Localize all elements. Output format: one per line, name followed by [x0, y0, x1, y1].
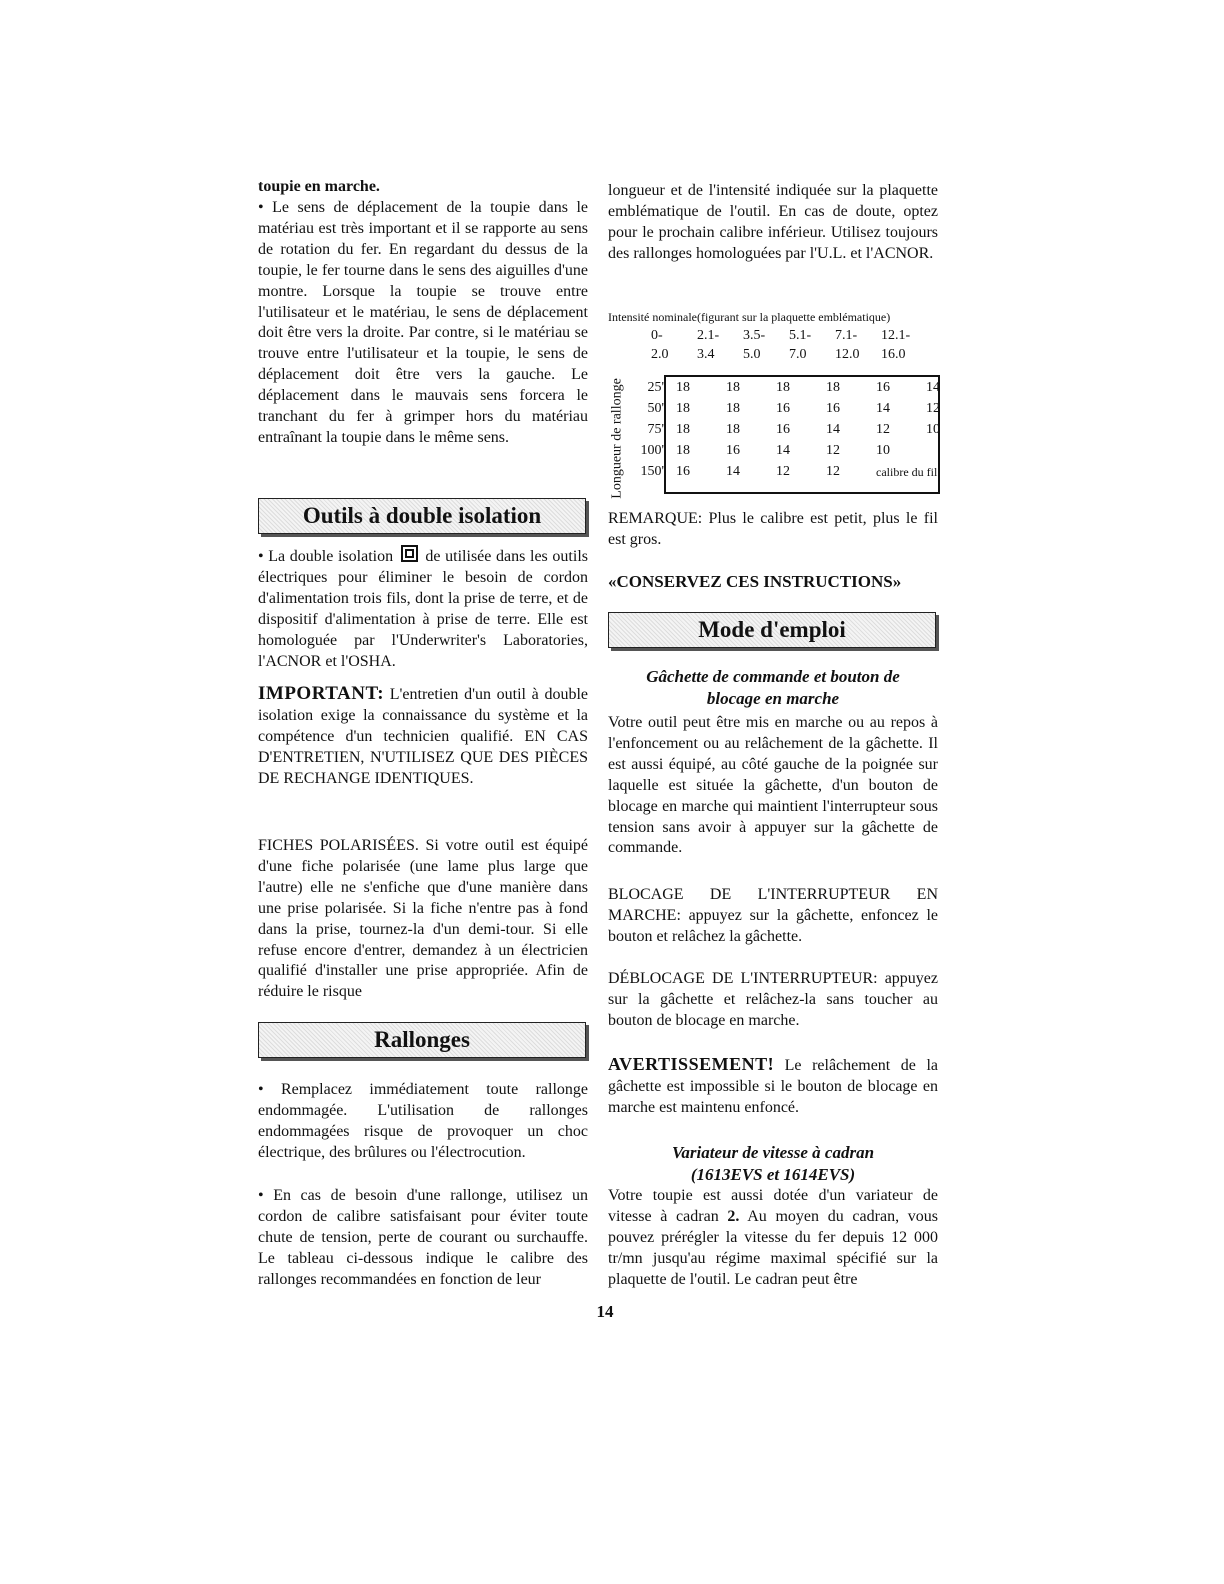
gauge-cell: 12: [826, 463, 840, 479]
gauge-cell: 14: [826, 421, 840, 437]
unlock-paragraph: DÉBLOCAGE DE L'INTERRUPTEUR: appuyez sur la gâchette et relâchez-la sans toucher au bouton de blocage en marche.: [608, 970, 938, 1029]
gauge-cell: 18: [726, 380, 740, 395]
text: de utilisée dans les outils électriques pour éliminer le besoin de cordon d'alimentation trois fils, dont la prise de terre, et de dispositif d'alimentation à prise de terre. Elle est homologuée par l'Underwriter's Laboratories, l'ACNOR et l'OSHA.: [258, 548, 588, 670]
text: L'entretien d'un outil à double isolation exige la connaissance du système et la compétence d'un technicien qualifié. EN CAS D'ENTRETIEN, N'UTILISEZ QUE DES PIÈCES DE RECHANGE IDENTIQUES.: [258, 686, 588, 787]
text: Le relâchement de la gâchette est impossible si le bouton de blocage en marche est maintenu enfoncé.: [608, 1057, 939, 1116]
lock-paragraph: BLOCAGE DE L'INTERRUPTEUR EN MARCHE: appuyez sur la gâchette, enfoncez le bouton et relâchez la gâchette.: [608, 886, 938, 945]
gauge-cell: 14: [776, 442, 790, 458]
range-top: 0-: [651, 328, 663, 343]
polarized-plugs-paragraph: FICHES POLARISÉES. Si votre outil est équipé d'une fiche polarisée (une lame plus large que l'autre) elle ne s'enfiche que d'une manière dans une prise polarisée. Si la fiche n'entre pas à fond dans la prise, tournez-la d'un demi-tour. Si elle refuse encore d'entrer, demandez à un électricien qualifié d'installer une prise appropriée. Afin de réduire le risque: [258, 837, 588, 1001]
gauge-cell: 18: [676, 400, 690, 416]
double-insulation-paragraph: [258, 545, 588, 672]
intro-line: toupie en marche.: [258, 178, 380, 195]
save-instructions: «CONSERVEZ CES INSTRUCTIONS»: [608, 572, 902, 591]
subheading-line: (1613EVS et 1614EVS): [690, 1165, 856, 1184]
range-bottom: 3.4: [697, 347, 715, 362]
gauge-cell: 18: [776, 380, 790, 395]
page-number: 14: [596, 1302, 614, 1321]
gauge-cell: 10: [926, 421, 940, 437]
gauge-cell: 16: [826, 400, 840, 416]
subheading-trigger: Gâchette de commande et bouton de blocage en marche: [646, 667, 900, 708]
range-top: 2.1-: [697, 328, 720, 343]
gauge-cell: 16: [776, 400, 790, 416]
gauge-cell: 18: [726, 421, 740, 437]
subheading-speed-dial: [608, 1142, 938, 1186]
range-bottom: 7.0: [789, 347, 807, 362]
range-top: 3.5-: [743, 328, 766, 343]
range-top: 5.1-: [789, 328, 812, 343]
cord-length-paragraph: longueur et de l'intensité indiquée sur la plaquette emblématique de l'outil. En cas de doute, optez pour le prochain calibre inférieur. Utilisez toujours des rallonges homologuées par l'U.L. et l'ACNOR.: [608, 182, 938, 262]
trigger-paragraph: Votre outil peut être mis en marche ou au repos à l'enfoncement ou au relâchement de la gâchette. Il est aussi équipé, au côté gauche de la poignée sur laquelle est située la gâchette, d'un bouton de blocage en marche qui maintient l'interrupteur sous tension sans avoir à appuyer sur la gâchette de commande.: [608, 714, 938, 857]
important-paragraph: [258, 684, 588, 790]
gauge-cell: 12: [926, 400, 940, 416]
range-bottom: 12.0: [835, 347, 860, 362]
remark-paragraph: REMARQUE: Plus le calibre est petit, plus le fil est gros.: [608, 510, 938, 548]
gauge-note: calibre du fil: [876, 464, 938, 479]
warning-label: AVERTISSEMENT!: [608, 1054, 775, 1074]
text: Votre toupie est aussi dotée d'un variateur de vitesse à cadran: [608, 1187, 938, 1225]
section-heading-extension-cords: Rallonges: [258, 1022, 586, 1058]
double-insulation-icon: [401, 545, 418, 562]
gauge-cell: 10: [876, 442, 890, 458]
gauge-cell: 18: [676, 421, 690, 437]
table-caption: Intensité nominale(figurant sur la plaquette emblématique): [608, 310, 891, 324]
important-label: IMPORTANT:: [258, 683, 385, 704]
router-direction-paragraph: • Le sens de déplacement de la toupie dans le matériau est très important et il se rapporte au sens de rotation du fer. En regardant du dessus de la toupie, le fer tourne dans le sens des aiguilles d'une montre. Lorsque la toupie se trouve entre l'utilisateur et le matériau, le sens de déplacement doit être vers la droite. Par contre, si le matériau se trouve entre l'utilisateur et la toupie, le sens de déplacement doit être vers la gauche. Le déplacement dans le mauvais sens forcera le tranchant du fer à grimper hors du matériau entraînant la toupie dans le même sens.: [258, 199, 588, 446]
range-top: 7.1-: [835, 328, 858, 343]
gauge-cell: 14: [926, 380, 940, 395]
subheading-line: Variateur de vitesse à cadran: [671, 1143, 875, 1162]
gauge-cell: 16: [776, 421, 790, 437]
replace-cords-paragraph: • Remplacez immédiatement toute rallonge endommagée. L'utilisation de rallonges endommagées risque de provoquer un choc électrique, des brûlures ou l'électrocution.: [258, 1081, 588, 1161]
gauge-cell: 14: [876, 400, 890, 416]
figure-ref: 2.: [727, 1207, 740, 1225]
amperage-ranges: [651, 326, 910, 364]
table-border: [664, 375, 940, 494]
range-bottom: 2.0: [651, 347, 669, 362]
gauge-cell: 18: [676, 442, 690, 458]
length-cell: 25': [647, 380, 664, 395]
gauge-cell: 18: [826, 380, 840, 395]
gauge-cell: 12: [826, 442, 840, 458]
length-cell: 50': [647, 400, 664, 416]
gauge-cell: 12: [876, 421, 890, 437]
speed-dial-paragraph: [608, 1186, 938, 1291]
length-cell: 100': [640, 442, 664, 458]
length-cell: 75': [647, 421, 664, 437]
gauge-cell: 18: [676, 380, 690, 395]
section-heading-double-insulation: Outils à double isolation: [258, 498, 586, 534]
range-top: 12.1-: [881, 328, 911, 343]
text: Au moyen du cadran, vous pouvez prérégler la vitesse du fer depuis 12 000 tr/mn jusqu'au régime maximal spécifié sur la plaquette de l'outil. Le cadran peut être: [608, 1207, 938, 1288]
gauge-cell: 18: [726, 400, 740, 416]
gauge-cell: 16: [726, 442, 740, 458]
row-axis-label: Longueur de rallonge: [609, 378, 625, 499]
warning-paragraph: [608, 1054, 938, 1119]
text: • La double isolation: [258, 548, 394, 565]
range-bottom: 16.0: [881, 347, 906, 362]
section-heading-operating: Mode d'emploi: [608, 612, 936, 648]
gauge-cell: 16: [676, 463, 690, 479]
cord-gauge-paragraph: • En cas de besoin d'une rallonge, utilisez un cordon de calibre satisfaisant pour éviter toute chute de tension, perte de courant ou surchauffe. Le tableau ci-dessous indique le calibre des rallonges recommandées en fonction de leur: [258, 1187, 588, 1288]
gauge-cell: 16: [876, 380, 890, 395]
gauge-cell: 14: [726, 463, 740, 479]
range-bottom: 5.0: [743, 347, 761, 362]
gauge-cell: 12: [776, 463, 790, 479]
length-cell: 150': [640, 463, 664, 479]
